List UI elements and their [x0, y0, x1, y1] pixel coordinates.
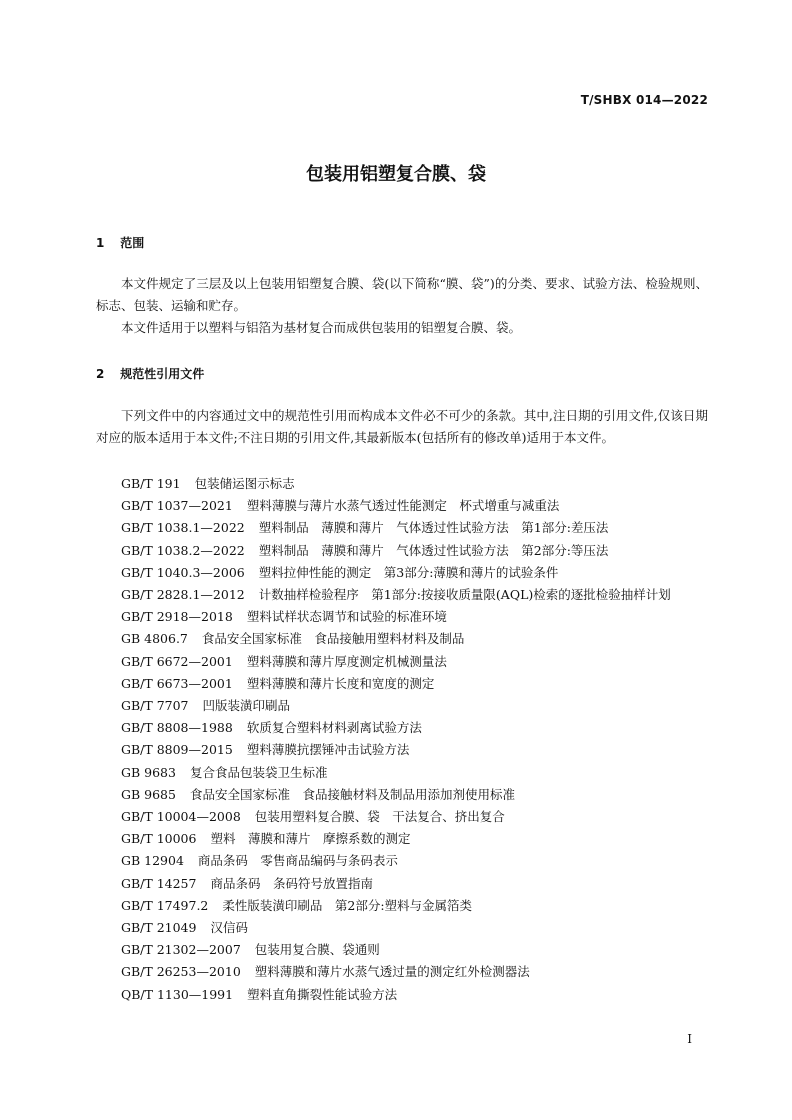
- reference-item: GB/T 6673—2001 塑料薄膜和薄片长度和宽度的测定: [121, 675, 435, 691]
- page-number: I: [687, 1032, 692, 1046]
- reference-item: QB/T 1130—1991 塑料直角撕裂性能试验方法: [121, 986, 398, 1002]
- reference-item: GB/T 191 包装储运图示标志: [121, 476, 295, 491]
- scope-paragraph-1: 本文件规定了三层及以上包装用铝塑复合膜、袋(以下简称“膜、袋”)的分类、要求、试验方法、检验规则、标志、包装、运输和贮存。: [96, 276, 708, 313]
- section-2-title: 规范性引用文件: [120, 367, 205, 381]
- reference-item: GB/T 1040.3—2006 塑料拉伸性能的测定 第3部分:薄膜和薄片的试验条件: [121, 564, 559, 580]
- reference-item: GB/T 21049 汉信码: [121, 920, 248, 936]
- reference-item: GB/T 1038.2—2022 塑料制品 薄膜和薄片 气体透过性试验方法 第2部分:等压法: [121, 542, 609, 558]
- reference-item: GB/T 1037—2021 塑料薄膜与薄片水蒸气透过性能测定 杯式增重与减重法: [121, 498, 560, 514]
- document-title: 包装用铝塑复合膜、袋: [306, 164, 486, 185]
- reference-item: GB 12904 商品条码 零售商品编码与条码表示: [121, 853, 398, 869]
- reference-item: GB 9683 复合食品包装袋卫生标准: [121, 764, 328, 780]
- section-2-heading: [96, 365, 204, 382]
- section-2-number: 2: [96, 367, 105, 381]
- reference-item: GB/T 2918—2018 塑料试样状态调节和试验的标准环境: [121, 609, 447, 625]
- reference-list: [96, 473, 708, 1006]
- section-1-title: 范围: [120, 236, 145, 250]
- section-1-number: 1: [96, 236, 105, 250]
- reference-item: GB/T 14257 商品条码 条码符号放置指南: [121, 875, 373, 891]
- reference-item: GB/T 6672—2001 塑料薄膜和薄片厚度测定机械测量法: [121, 653, 447, 669]
- scope-paragraph-2: 本文件适用于以塑料与铝箔为基材复合而成供包装用的铝塑复合膜、袋。: [121, 320, 522, 335]
- reference-item: GB 4806.7 食品安全国家标准 食品接触用塑料材料及制品: [121, 631, 465, 647]
- reference-item: GB 9685 食品安全国家标准 食品接触材料及制品用添加剂使用标准: [121, 786, 515, 802]
- reference-item: GB/T 8808—1988 软质复合塑料材料剥离试验方法: [121, 720, 422, 736]
- reference-item: GB/T 21302—2007 包装用复合膜、袋通则: [121, 942, 380, 958]
- reference-item: GB/T 8809—2015 塑料薄膜抗摆锤冲击试验方法: [121, 742, 410, 758]
- reference-item: GB/T 2828.1—2012 计数抽样检验程序 第1部分:按接收质量限(AQL)检索的逐批检验抽样计划: [121, 587, 671, 603]
- reference-item: GB/T 10004—2008 包装用塑料复合膜、袋 干法复合、挤出复合: [121, 809, 505, 825]
- section-1-heading: [96, 234, 144, 251]
- reference-item: GB/T 7707 凹版装潢印刷品: [121, 698, 291, 714]
- reference-item: GB/T 26253—2010 塑料薄膜和薄片水蒸气透过量的测定红外检测器法: [121, 964, 530, 980]
- normative-intro-paragraph: 下列文件中的内容通过文中的规范性引用而构成本文件必不可少的条款。其中,注日期的引用文件,仅该日期对应的版本适用于本文件;不注日期的引用文件,其最新版本(包括所有的修改单)适用于本文件。: [96, 408, 708, 445]
- standard-code: T/SHBX 014—2022: [580, 93, 708, 107]
- reference-item: GB/T 10006 塑料 薄膜和薄片 摩擦系数的测定: [121, 831, 411, 847]
- reference-item: GB/T 17497.2 柔性版装潢印刷品 第2部分:塑料与金属箔类: [121, 897, 473, 913]
- reference-item: GB/T 1038.1—2022 塑料制品 薄膜和薄片 气体透过性试验方法 第1部分:差压法: [121, 520, 609, 536]
